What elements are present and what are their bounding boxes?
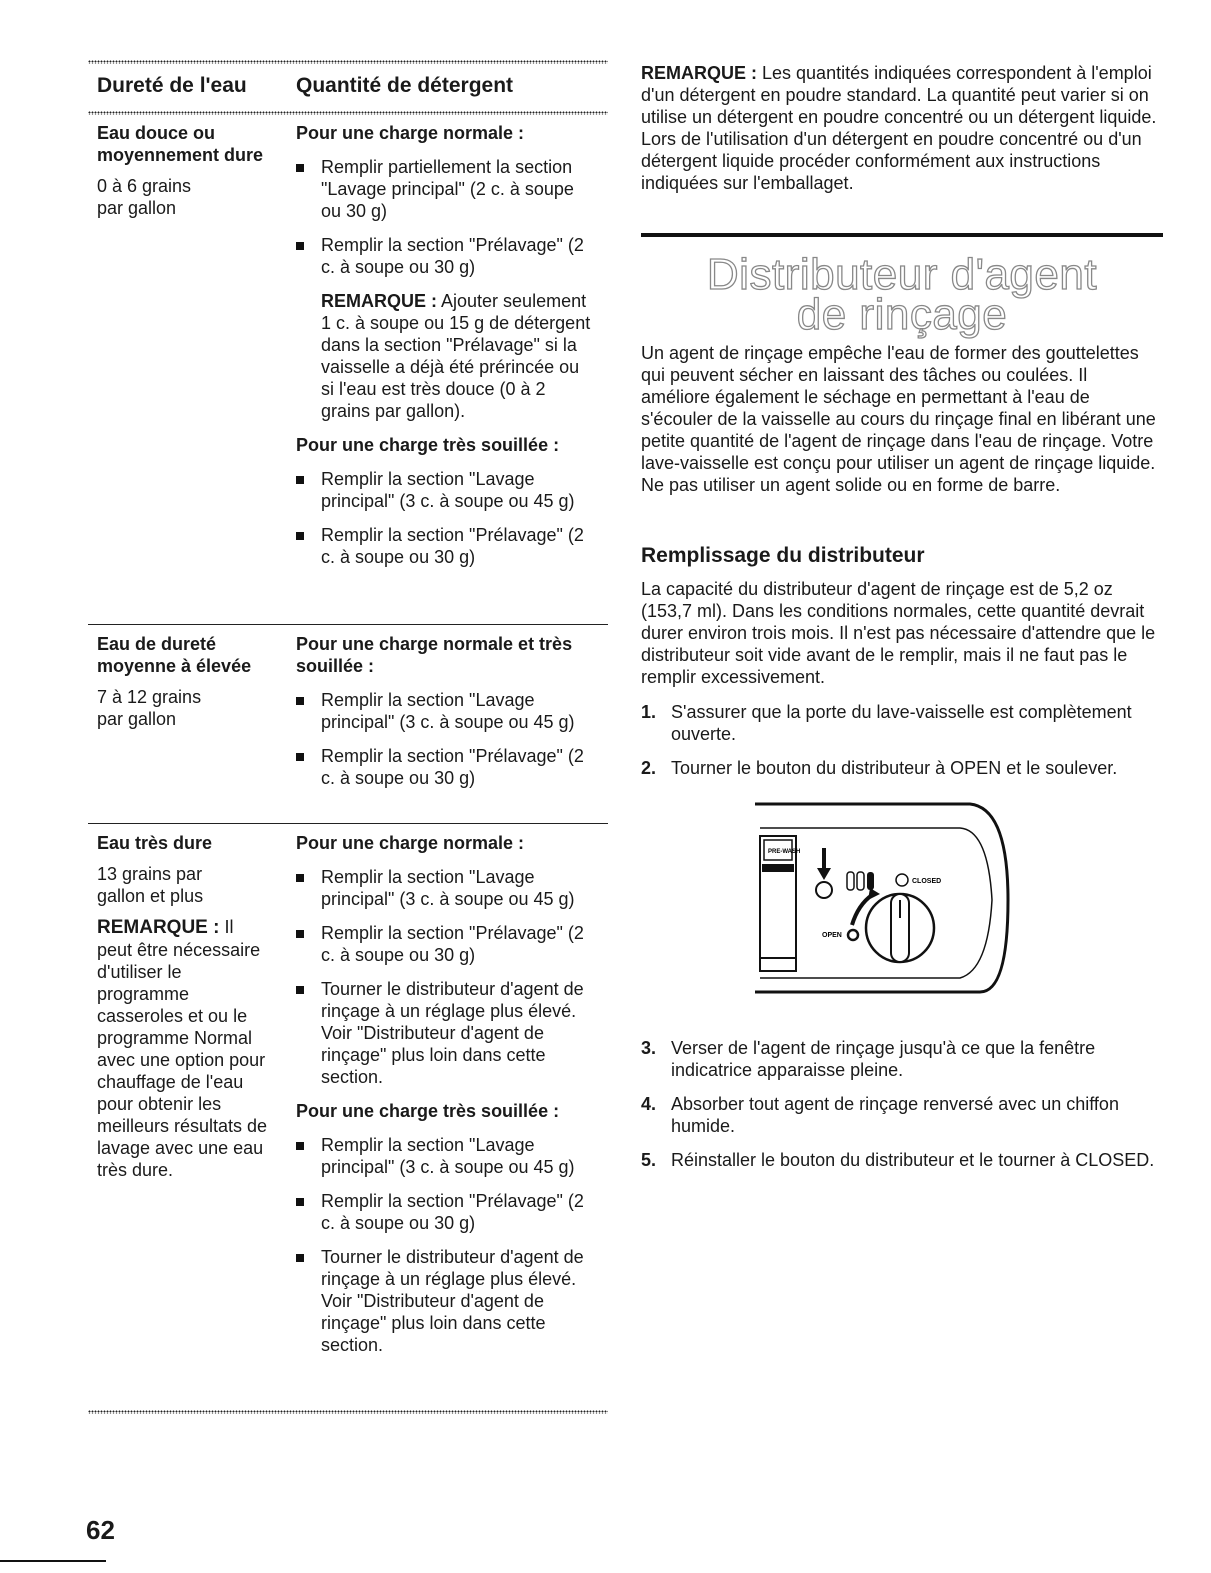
table-bottom-rule — [88, 1410, 608, 1414]
row-range: 0 à 6 grains par gallon — [97, 176, 192, 218]
row-note: REMARQUE : Il peut être nécessaire d'utiliser le programme casseroles et ou le programme Normal avec une option pour chauffage de l'eau pour obtenir les meilleurs résultats de lavage avec une eau très dure. — [97, 917, 268, 1180]
row-range: 7 à 12 grains par gallon — [97, 687, 202, 729]
detergent-note: REMARQUE : Les quantités indiquées correspondent à l'emploi d'un détergent en poudre standard. La quantité peut varier si on utilise un détergent en poudre concentré ou un détergent liquide. Lors de l'utilisation d'un détergent en poudre concentré ou d'un détergent liquide procéder conformément aux instructions indiquées sur l'emballaget. — [641, 63, 1157, 193]
row-divider — [88, 624, 608, 625]
group-title: Pour une charge très souillée : — [296, 1101, 560, 1121]
list-item: Remplir la section "Prélavage" (2 c. à soupe ou 30 g) — [296, 1190, 596, 1234]
list-item: Remplir la section "Lavage principal" (3 c. à soupe ou 45 g) — [296, 1134, 596, 1178]
group-title: Pour une charge très souillée : — [296, 435, 560, 455]
step-item: 2. Tourner le bouton du distributeur à OPEN et le soulever. — [641, 758, 1118, 778]
bullet-icon — [296, 930, 304, 938]
group-title: Pour une charge normale : — [296, 833, 525, 853]
section-rule — [641, 233, 1163, 237]
table-top-rule — [88, 60, 608, 64]
bullet-icon — [296, 1142, 304, 1150]
row-detail — [296, 633, 596, 801]
steps-list — [641, 701, 1161, 791]
list-item: Remplir la section "Prélavage" (2 c. à soupe ou 30 g) — [296, 922, 596, 966]
prewash-cup — [760, 836, 796, 971]
list-item: Remplir partiellement la section "Lavage principal" (2 c. à soupe ou 30 g) — [296, 156, 596, 222]
subheading: Remplissage du distributeur — [641, 544, 925, 567]
list-item: Remplir la section "Lavage principal" (3 c. à soupe ou 45 g) — [296, 689, 596, 733]
page-number: 62 — [86, 1515, 115, 1545]
note: REMARQUE : Ajouter seulement 1 c. à soupe ou 15 g de détergent dans la section "Prélavage" si la vaisselle a déjà été prérincée ou si l'eau est très douce (0 à 2 grains par gallon). — [321, 291, 591, 421]
step-item: 3. Verser de l'agent de rinçage jusqu'à ce que la fenêtre indicatrice apparaisse pleine. — [641, 1038, 1096, 1080]
group-title: Pour une charge normale : — [296, 123, 525, 143]
fill-window-icon — [816, 882, 832, 898]
list-item: Remplir la section "Prélavage" (2 c. à soupe ou 30 g) — [296, 524, 596, 568]
rotate-arrow-icon — [868, 888, 880, 900]
list-item: Remplir la section "Prélavage" (2 c. à soupe ou 30 g) — [296, 745, 596, 789]
column-header-detergent: Quantité de détergent — [296, 74, 514, 97]
bullet-icon — [296, 1198, 304, 1206]
list-item: Remplir la section "Lavage principal" (3 c. à soupe ou 45 g) — [296, 468, 596, 512]
row-divider — [88, 823, 608, 824]
list-item: Remplir la section "Prélavage" (2 c. à soupe ou 30 g) — [296, 234, 596, 278]
bullet-icon — [296, 1254, 304, 1262]
bullet-icon — [296, 753, 304, 761]
list-item: Tourner le distributeur d'agent de rinçage à un réglage plus élevé. Voir "Distributeur d'agent de rinçage" plus loin dans cette section. — [296, 978, 596, 1088]
bullet-icon — [296, 986, 304, 994]
bottom-rule — [0, 1560, 106, 1562]
dispenser-diagram — [740, 800, 1020, 1000]
column-header-hardness: Dureté de l'eau — [97, 74, 247, 97]
bullet-icon — [296, 532, 304, 540]
row-label: Eau de dureté moyenne à élevée — [97, 634, 252, 676]
row-label: Eau très dure — [97, 833, 213, 853]
row-detail — [296, 122, 596, 580]
table-row — [97, 832, 272, 1181]
list-item: Tourner le distributeur d'agent de rinçage à un réglage plus élevé. Voir "Distributeur d'agent de rinçage" plus loin dans cette section. — [296, 1246, 596, 1356]
group-title: Pour une charge normale et très souillée : — [296, 634, 573, 676]
table-row — [97, 122, 277, 219]
step-item: 1. S'assurer que la porte du lave-vaisselle est complètement ouverte. — [641, 702, 1132, 744]
row-range: 13 grains par gallon et plus — [97, 864, 204, 906]
list-item: Remplir la section "Lavage principal" (3 c. à soupe ou 45 g) — [296, 866, 596, 910]
row-label: Eau douce ou moyennement dure — [97, 123, 264, 165]
prewash-label: PRE-WASH — [768, 849, 801, 855]
intro-paragraph: Un agent de rinçage empêche l'eau de former des gouttelettes qui peuvent sécher en laissant des tâches ou coulées. Il améliore également le séchage en permettant à l'eau de s'écouler de la vaisselle au cours du rinçage final en libérant une petite quantité de l'agent de rinçage dans l'eau de rinçage. Votre lave-vaisselle est conçu pour utiliser un agent de rinçage liquide. Ne pas utiliser un agent solide ou en forme de barre. — [641, 343, 1156, 495]
bullet-icon — [296, 476, 304, 484]
closed-label: CLOSED — [912, 878, 942, 885]
bullet-icon — [296, 874, 304, 882]
capacity-paragraph: La capacité du distributeur d'agent de rinçage est de 5,2 oz (153,7 ml). Dans les conditions normales, cette quantité devrait durer environ trois mois. Il n'est pas nécessaire d'attendre que le distributeur soit vide avant de le remplir, mais il ne faut pas le remplir excessivement. — [641, 579, 1156, 687]
bullet-icon — [296, 164, 304, 172]
arrow-down-icon — [817, 868, 831, 880]
section-title-line1: Distributeur d'agent — [706, 250, 1098, 299]
row-detail — [296, 832, 596, 1368]
table-row — [97, 633, 277, 730]
section-title-line2: de rinçage — [796, 290, 1008, 339]
table-header-rule — [88, 111, 608, 115]
bullet-icon — [296, 242, 304, 250]
open-label: OPEN — [822, 932, 842, 939]
steps-list-continued — [641, 1037, 1161, 1183]
step-item: 4. Absorber tout agent de rinçage renversé avec un chiffon humide. — [641, 1094, 1119, 1136]
bullet-icon — [296, 697, 304, 705]
step-item: 5. Réinstaller le bouton du distributeur et le tourner à CLOSED. — [641, 1150, 1155, 1170]
